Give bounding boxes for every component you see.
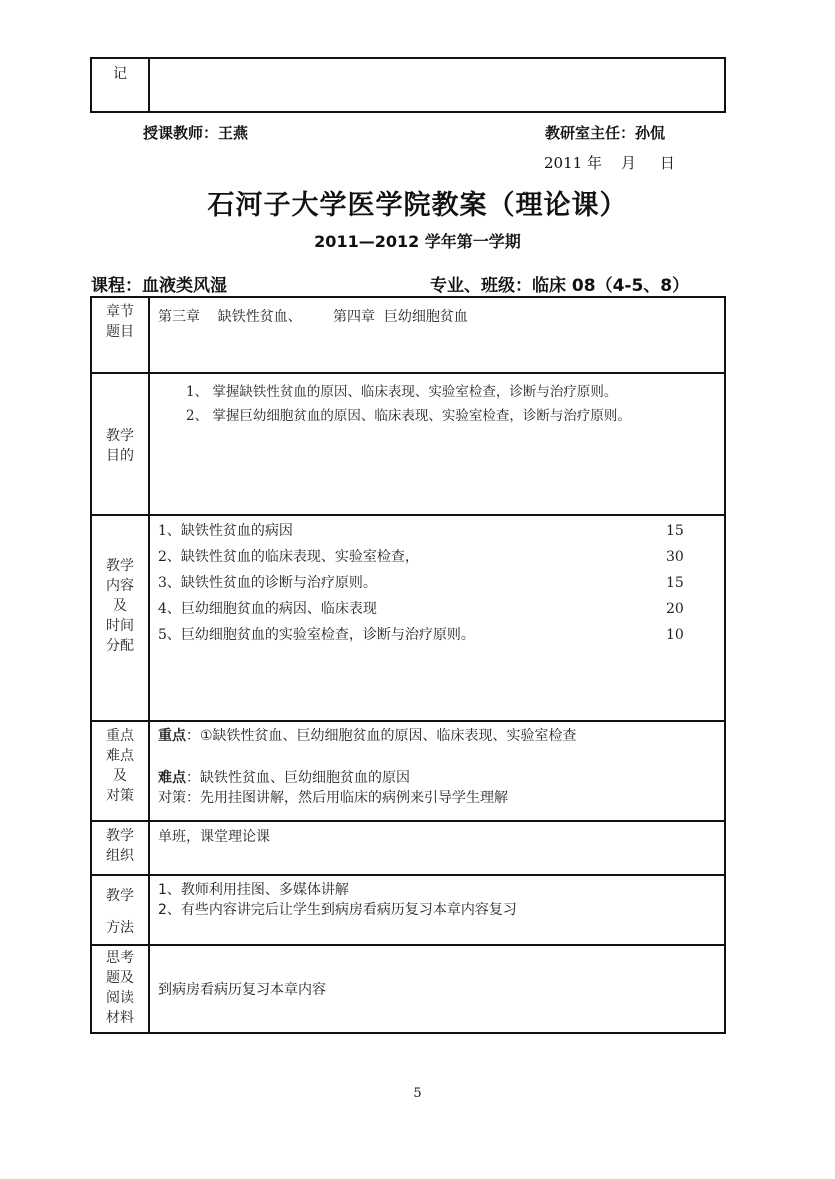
content-row bbox=[91, 515, 725, 721]
content-label: 教学 内容 及 时间 分配 bbox=[91, 515, 149, 721]
course-name: 课程：血液类风湿 bbox=[91, 276, 227, 296]
chapter-row bbox=[91, 297, 725, 373]
key-points-row bbox=[91, 721, 725, 821]
objectives-content bbox=[149, 373, 725, 515]
objectives-row bbox=[91, 373, 725, 515]
semester-subtitle: 2011—2012 学年第一学期 bbox=[314, 232, 521, 251]
content-minutes: 15 bbox=[666, 523, 684, 539]
chapter-text: 第三章 缺铁性贫血、 第四章 巨幼细胞贫血 bbox=[158, 309, 468, 325]
notes-label: 记 bbox=[91, 58, 149, 112]
key-points-label: 重点 难点 及 对策 bbox=[91, 721, 149, 821]
reading-row bbox=[91, 945, 725, 1033]
key-point: 重点：①缺铁性贫血、巨幼细胞贫血的原因、临床表现、实验室检查 bbox=[158, 728, 577, 744]
methods-row bbox=[91, 875, 725, 945]
lesson-plan-table bbox=[90, 296, 726, 1034]
objective-item: 2、 掌握巨幼细胞贫血的原因、临床表现、实验室检查，诊断与治疗原则。 bbox=[186, 408, 631, 424]
content-item: 1、缺铁性贫血的病因 15 bbox=[158, 518, 716, 544]
organization-text: 单班，课堂理论课 bbox=[158, 829, 270, 845]
director-signature: 教研室主任：孙侃 bbox=[545, 124, 666, 142]
teacher-signature: 授课教师：王燕 bbox=[143, 124, 249, 142]
key-points-content bbox=[149, 721, 725, 821]
content-item: 4、巨幼细胞贫血的病因、临床表现 20 bbox=[158, 596, 716, 622]
reading-text: 到病房看病历复习本章内容 bbox=[158, 982, 326, 998]
notes-content bbox=[149, 58, 725, 112]
page-number: 5 bbox=[413, 1086, 422, 1101]
content-minutes: 10 bbox=[666, 627, 684, 643]
methods-label: 教学 方法 bbox=[91, 875, 149, 945]
method-item: 2、有些内容讲完后让学生到病房看病历复习本章内容复习 bbox=[158, 902, 517, 918]
major-class: 专业、班级：临床 08（4-5、8） bbox=[430, 276, 690, 296]
difficult-point: 难点：缺铁性贫血、巨幼细胞贫血的原因 bbox=[158, 770, 410, 786]
organization-row bbox=[91, 821, 725, 875]
content-minutes: 20 bbox=[666, 601, 684, 617]
method-item: 1、教师利用挂图、多媒体讲解 bbox=[158, 882, 349, 898]
notes-table bbox=[90, 57, 726, 113]
chapter-label: 章节 题目 bbox=[91, 297, 149, 373]
organization-label: 教学 组织 bbox=[91, 821, 149, 875]
content-item: 5、巨幼细胞贫血的实验室检查，诊断与治疗原则。 10 bbox=[158, 622, 716, 648]
content-list bbox=[149, 515, 725, 721]
page-title: 石河子大学医学院教案（理论课） bbox=[207, 190, 628, 221]
organization-content bbox=[149, 821, 725, 875]
date-line: 2011 年 月 日 bbox=[544, 154, 675, 172]
objective-item: 1、 掌握缺铁性贫血的原因、临床表现、实验室检查，诊断与治疗原则。 bbox=[186, 384, 618, 400]
content-minutes: 30 bbox=[666, 549, 684, 565]
content-minutes: 15 bbox=[666, 575, 684, 591]
methods-content bbox=[149, 875, 725, 945]
chapter-content bbox=[149, 297, 725, 373]
content-item: 3、缺铁性贫血的诊断与治疗原则。 15 bbox=[158, 570, 716, 596]
reading-content bbox=[149, 945, 725, 1033]
content-item: 2、缺铁性贫血的临床表现、实验室检查， 30 bbox=[158, 544, 716, 570]
strategy: 对策：先用挂图讲解，然后用临床的病例来引导学生理解 bbox=[158, 790, 508, 806]
reading-label: 思考 题及 阅读 材料 bbox=[91, 945, 149, 1033]
objectives-label: 教学 目的 bbox=[91, 373, 149, 515]
